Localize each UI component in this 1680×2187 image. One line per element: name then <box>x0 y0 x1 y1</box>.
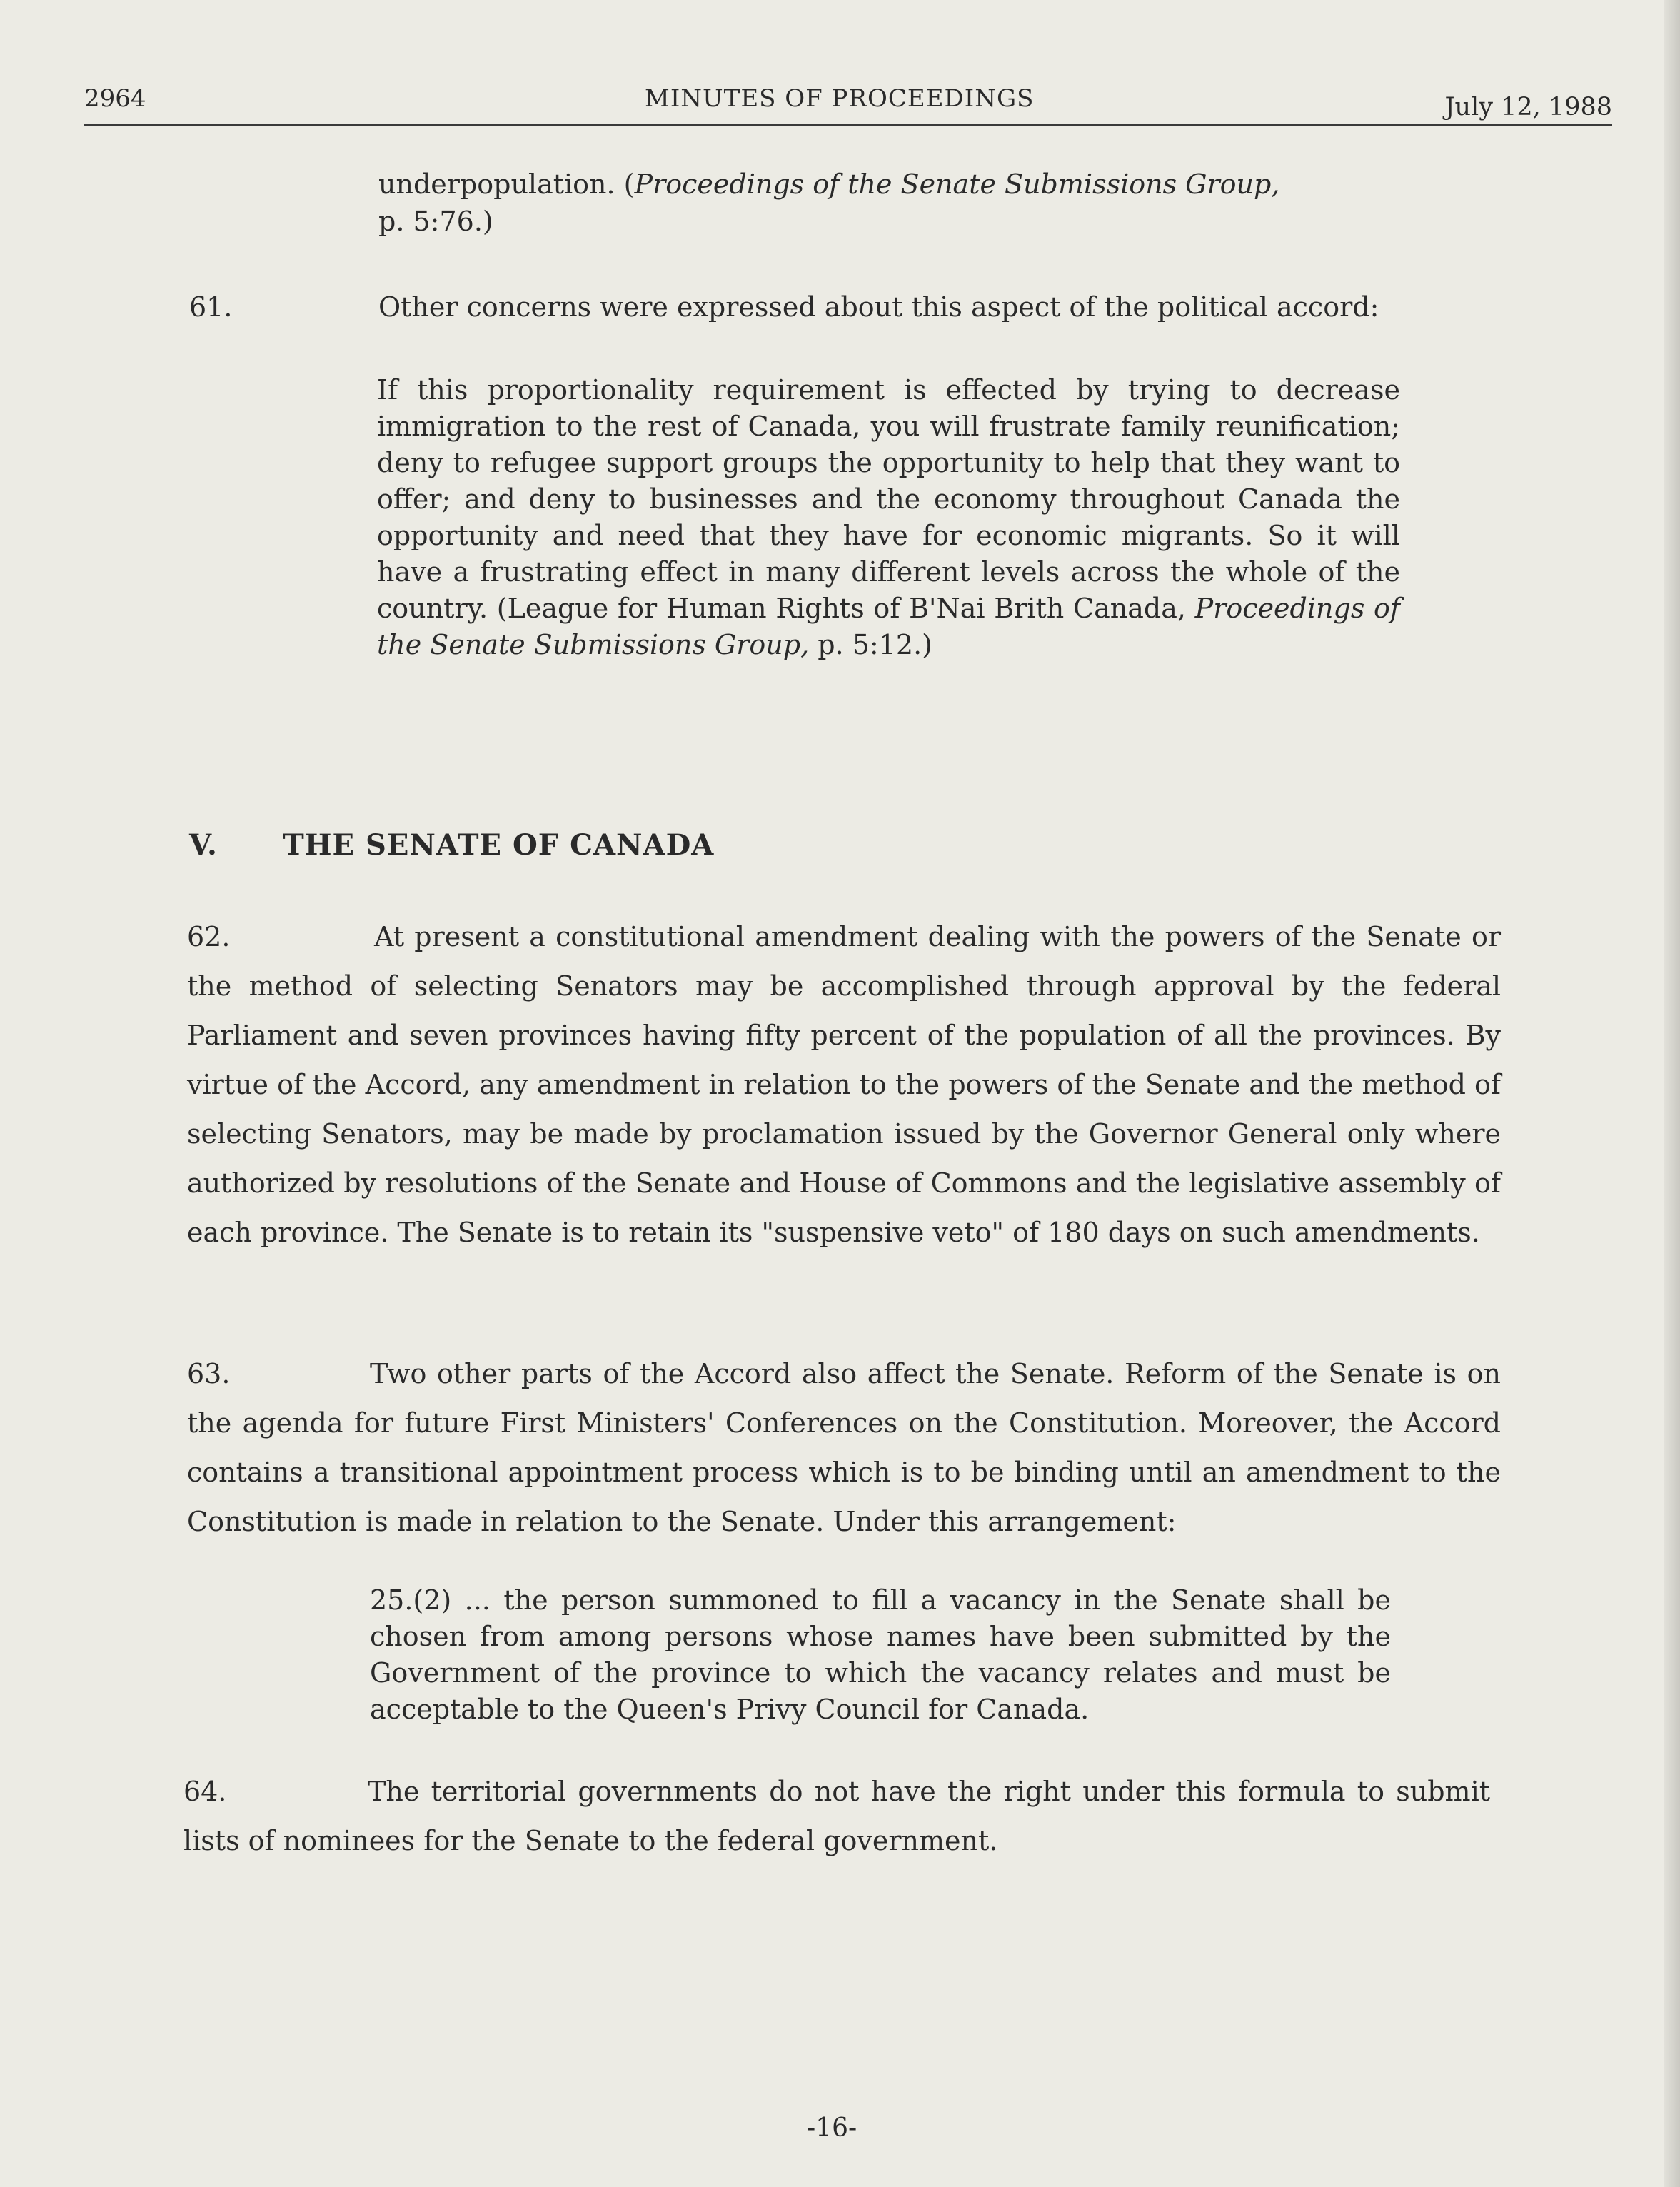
header-date: July 12, 1988 <box>1444 93 1612 121</box>
para-63-number: 63. <box>187 1358 231 1389</box>
para-61-quote: If this proportionality requirement is effected by trying to decrease immigration to the rest of Canada, you will frustrate family reunification; deny to refugee support groups the opportunity to help that they want to offer; and deny to businesses and the economy throughout Canada the opportunity and need that they have for economic migrants. So it will have a frustrating effect in many different levels across the whole of the country. (League for Human Rights of B'Nai Brith Canada, Proceedings of the Senate Submissions Group, p. 5:12.) <box>377 374 1400 660</box>
footer-page-label: -16- <box>807 2113 857 2143</box>
para-63-text: 63. Two other parts of the Accord also affect the Senate. Reform of the Senate is on the agenda for future First Ministers' Conferences on the Constitution. Moreover, the Accord contains a transitional appointment process which is to be binding until an amendment to the Constitution is made in relation to the Senate. Under this arrangement: <box>187 1349 1501 1547</box>
header-title: MINUTES OF PROCEEDINGS <box>645 84 1035 113</box>
para-62-text: 62. At present a constitutional amendment dealing with the powers of the Senate or the method of selecting Senators may be accomplished through approval by the federal Parliament and seven provinces having fifty percent of the population of all the provinces. By virtue of the Accord, any amendment in relation to the powers of the Senate and the method of selecting Senators, may be made by proclamation issued by the Governor General only where authorized by resolutions of the Senate and House of Commons and the legislative assembly of each province. The Senate is to retain its "suspensive veto" of 180 days on such amendments. <box>187 912 1501 1257</box>
para-62-number: 62. <box>187 921 231 952</box>
para-64-text: 64. The territorial governments do not have the right under this formula to submit lists of nominees for the Senate to the federal government. <box>183 1767 1490 1866</box>
para-61-number: 61. <box>189 291 233 323</box>
page-header <box>84 80 1612 126</box>
quote-continuation-source: Proceedings of the Senate Submissions Group, <box>634 169 1280 200</box>
header-page-number: 2964 <box>84 84 146 113</box>
para-61-intro: Other concerns were expressed about this aspect of the political accord: <box>378 291 1379 323</box>
section-title: THE SENATE OF CANADA <box>283 828 715 862</box>
para-63-quote: 25.(2) ... the person summoned to fill a vacancy in the Senate shall be chosen from among persons whose names have been submitted by the Government of the province to which the vacancy relates and must be acceptable to the Queen's Privy Council for Canada. <box>370 1584 1391 1725</box>
quote-continuation: underpopulation. (Proceedings of the Senate Submissions Group, p. 5:76.) <box>378 169 1280 237</box>
page-edge <box>1664 0 1680 2187</box>
para-64-number: 64. <box>183 1776 227 1807</box>
para-61-quote-source: Proceedings of the Senate Submissions Group, <box>377 593 1400 660</box>
section-numeral: V. <box>189 828 218 862</box>
